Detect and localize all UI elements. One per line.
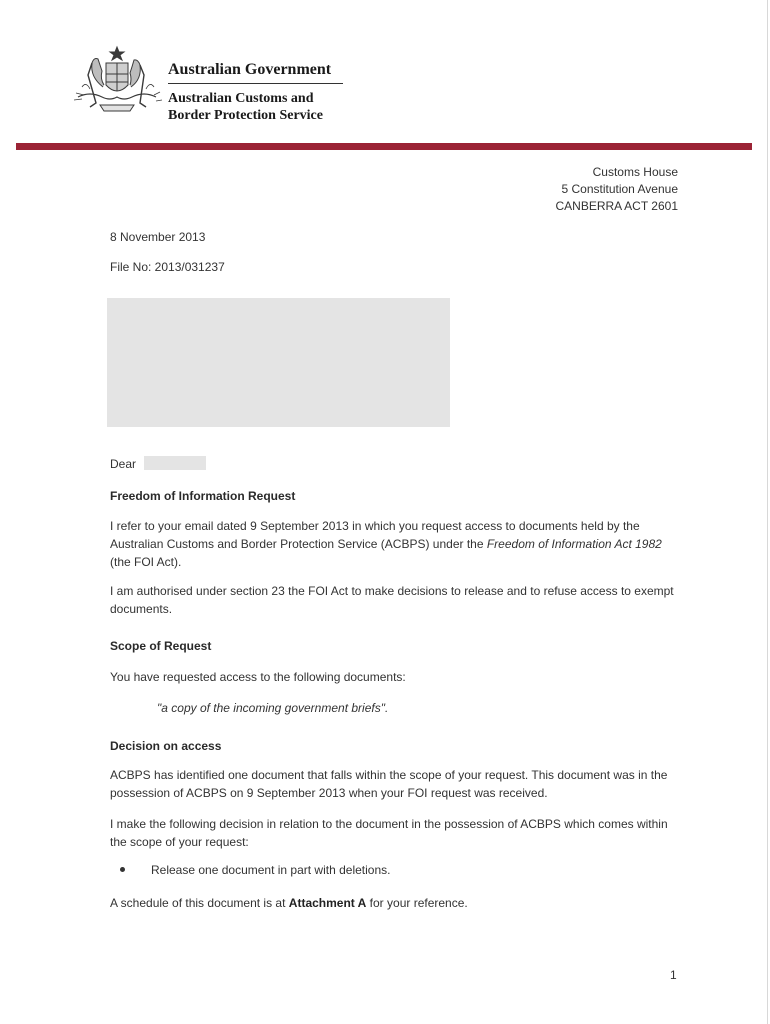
p1-text-end: (the FOI Act). [110,555,182,569]
redacted-recipient-name [144,456,206,470]
paragraph-schedule [110,894,682,912]
address-line1: Customs House [592,165,678,179]
salutation [110,456,206,473]
agency-name-line2: Border Protection Service [168,108,323,123]
page-number: 1 [670,968,677,982]
file-number: File No: 2013/031237 [110,260,225,274]
decision-bullet [120,862,390,879]
redacted-recipient-address [107,298,450,427]
heading-decision: Decision on access [110,739,222,753]
page-edge [767,0,768,1024]
letter-date: 8 November 2013 [110,230,206,244]
address-line3: CANBERRA ACT 2601 [555,199,678,213]
request-quote: "a copy of the incoming government briefs". [157,701,389,715]
attachment-reference: Attachment A [288,896,367,910]
bullet-icon [120,867,125,872]
p1-text-start: I refer to your email dated 9 September 2013 in which you request access to documents held by the Australian Customs and Border Protection Service (ACBPS) under the [110,519,640,551]
p6-text-end: for your reference. [366,896,468,910]
bullet-text: Release one document in part with deletions. [151,863,391,877]
paragraph-identified-document: ACBPS has identified one document that falls within the scope of your request. This document was in the possession of ACBPS on 9 September 2013 when your FOI request was received. [110,768,668,800]
sender-address [555,164,678,215]
paragraph-authorisation: I am authorised under section 23 the FOI Act to make decisions to release and to refuse access to exempt documents. [110,584,674,616]
salutation-text: Dear [110,457,137,471]
p6-text-start: A schedule of this document is at [110,896,289,910]
agency-name-line1: Australian Customs and [168,91,314,106]
heading-scope: Scope of Request [110,639,212,653]
paragraph-requested-docs: You have requested access to the following documents: [110,670,406,684]
coat-of-arms-icon [70,45,165,120]
paragraph-request-reference [110,517,682,571]
paragraph-decision: I make the following decision in relation to the document in the possession of ACBPS which comes within the scope of your request: [110,817,668,849]
act-title: Freedom of Information Act 1982 [486,537,662,551]
header-divider-bar [16,143,752,150]
letterhead-text [168,60,343,124]
heading-foi-request: Freedom of Information Request [110,489,296,503]
government-title: Australian Government [168,60,343,84]
address-line2: 5 Constitution Avenue [561,182,678,196]
